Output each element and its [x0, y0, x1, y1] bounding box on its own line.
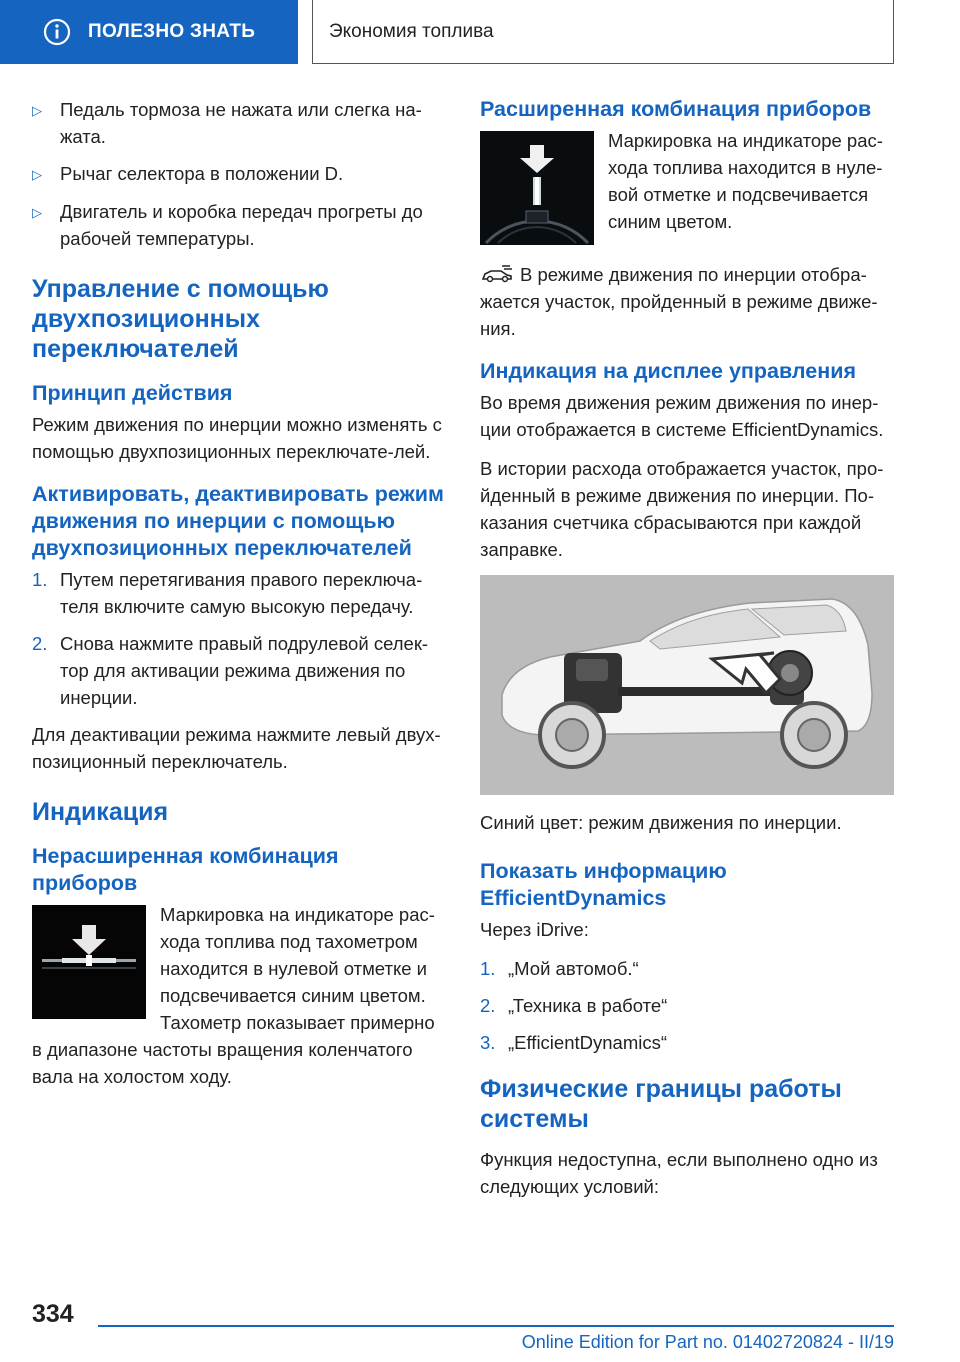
paragraph-limits: Функция недоступна, если выполнено одно из следующих условий: — [480, 1149, 878, 1197]
paragraph-cd1: Во время движения режим движения по инер-ции отображается в системе EfficientDynamics. — [480, 392, 884, 440]
extended-cluster-image — [480, 131, 594, 245]
info-icon — [42, 17, 72, 47]
page-number: 334 — [32, 1300, 74, 1328]
step-number: 2. — [32, 633, 48, 654]
bullet-item — [32, 160, 446, 188]
step-text: Путем перетягивания правого переключа-теля включите самую высокую передачу. — [60, 569, 423, 617]
heading-principle: Принцип действия — [32, 381, 233, 405]
triangle-bullet-icon: ▷ — [32, 205, 42, 220]
step-number: 2. — [480, 995, 496, 1016]
menu-step-item — [480, 992, 896, 1019]
header-tab — [0, 0, 298, 64]
paragraph-coasting — [480, 261, 896, 342]
footer-edition: Online Edition for Part no. 01402720824 - II/19 — [521, 1332, 894, 1352]
step-number: 1. — [480, 958, 496, 979]
footer-divider — [98, 1325, 894, 1327]
paragraph-principle: Режим движения по инерции можно изменять с помощью двухпозиционных переключате-лей. — [32, 414, 442, 462]
step-text: „Техника в работе“ — [508, 995, 668, 1016]
extended-figure-row — [480, 127, 896, 249]
heading-extended: Расширенная комбинация приборов — [480, 97, 872, 121]
paragraph-extended: Маркировка на индикаторе рас-хода топлива находится в нуле-вой отметке и подсвечивается синим цветом. — [608, 130, 883, 232]
step-text: „Мой автомоб.“ — [508, 958, 639, 979]
header-tab-label: ПОЛЕЗНО ЗНАТЬ — [88, 21, 256, 42]
menu-step-item — [480, 1029, 896, 1056]
arrow-down-icon — [480, 131, 594, 245]
bullet-item — [32, 96, 446, 150]
paragraph-idrive: Через iDrive: — [480, 919, 589, 940]
step-number: 3. — [480, 1032, 496, 1053]
bullet-item — [32, 198, 446, 252]
menu-step-item — [480, 955, 896, 982]
heading-limits: Физические границы работы системы — [480, 1075, 842, 1133]
header-section — [312, 0, 894, 64]
left-column — [32, 96, 446, 1102]
heading-activate: Активировать, деактивировать режим движения по инерции с помощью двухпозиционных переключателей — [32, 482, 444, 560]
coasting-car-icon — [480, 264, 514, 284]
nonextended-cluster-image — [32, 905, 146, 1019]
bullet-text: Двигатель и коробка передач прогреты до рабочей температуры. — [60, 201, 423, 249]
paragraph-deactivate: Для деактивации режима нажмите левый двух-позиционный переключатель. — [32, 724, 441, 772]
step-text: „EfficientDynamics“ — [508, 1032, 668, 1053]
triangle-bullet-icon: ▷ — [32, 167, 42, 182]
heading-nonextended: Нерасширенная комбинация приборов — [32, 844, 339, 895]
section-title: Экономия топлива — [329, 20, 494, 42]
heading-control-display: Индикация на дисплее управления — [480, 359, 857, 383]
nonextended-figure-row — [32, 901, 446, 1090]
car-caption: Синий цвет: режим движения по инерции. — [480, 812, 842, 833]
triangle-bullet-icon: ▷ — [32, 103, 42, 118]
heading-display: Индикация — [32, 798, 169, 826]
step-number: 1. — [32, 569, 48, 590]
coasting-text: В режиме движения по инерции отобра-жается участок, пройденный в режиме движе-ния. — [480, 264, 878, 339]
car-drivetrain-image — [480, 575, 894, 795]
step-item — [32, 566, 446, 620]
bullet-text: Рычаг селектора в положении D. — [60, 163, 344, 184]
bullet-text: Педаль тормоза не нажата или слегка на-жата. — [60, 99, 422, 147]
right-column — [480, 96, 896, 1212]
paragraph-nonextended: Маркировка на индикаторе рас-хода топлива под тахометром находится в нулевой отметке и подсвечивается синим цветом. Тахометр показывает примерно в диапазоне частоты вращения коленчатого вала на холостом ходу. — [32, 904, 435, 1087]
step-text: Снова нажмите правый подрулевой селек-тор для активации режима движения по инерции. — [60, 633, 429, 708]
car-drivetrain-illustration — [480, 575, 894, 795]
arrow-down-icon — [32, 905, 146, 1019]
heading-control: Управление с помощью двухпозиционных переключателей — [32, 275, 329, 363]
paragraph-cd2: В истории расхода отображается участок, про-йденный в режиме движения по инерции. По-казания счетчика сбрасываются при каждой заправке. — [480, 458, 884, 560]
step-item — [32, 630, 446, 711]
heading-show-info: Показать информацию EfficientDynamics — [480, 859, 727, 910]
